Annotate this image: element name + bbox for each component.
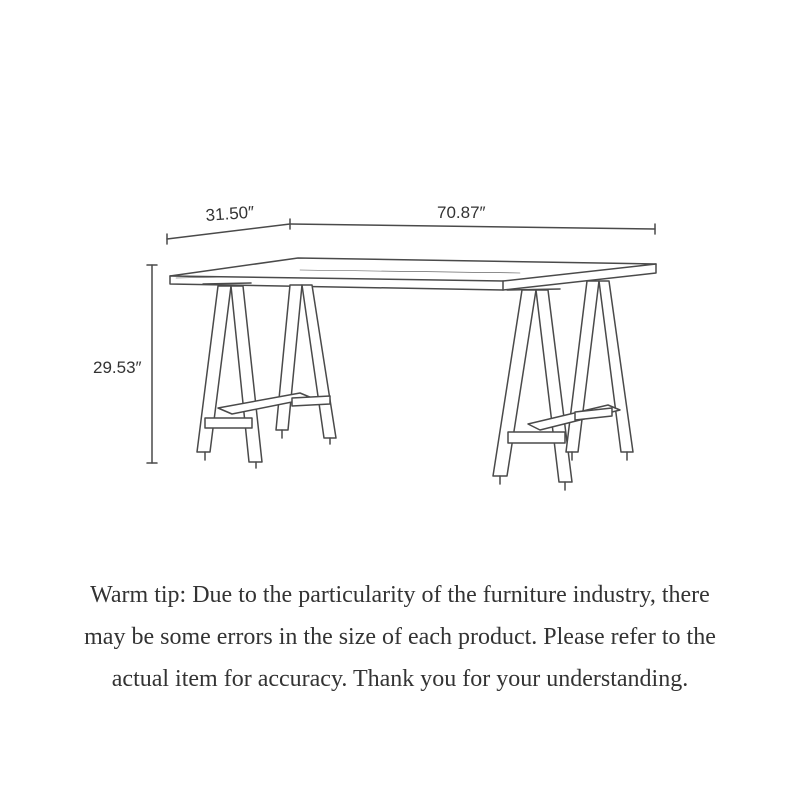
height-dimension-line bbox=[147, 265, 157, 463]
tip-line: may be some errors in the size of each product. Please refer to the bbox=[84, 624, 716, 650]
tip-line: actual item for accuracy. Thank you for your understanding. bbox=[111, 666, 689, 692]
warm-tip-text bbox=[30, 574, 770, 700]
depth-dimension-line bbox=[167, 224, 290, 244]
depth-label: 31.50″ bbox=[205, 202, 255, 225]
right-trestle-leg bbox=[493, 281, 633, 490]
height-label: 29.53″ bbox=[93, 358, 142, 377]
left-trestle-leg bbox=[197, 283, 336, 468]
table-top bbox=[170, 258, 656, 290]
tip-line: Warm tip: Due to the particularity of the furniture industry, there bbox=[90, 582, 710, 608]
width-label: 70.87″ bbox=[437, 203, 486, 222]
